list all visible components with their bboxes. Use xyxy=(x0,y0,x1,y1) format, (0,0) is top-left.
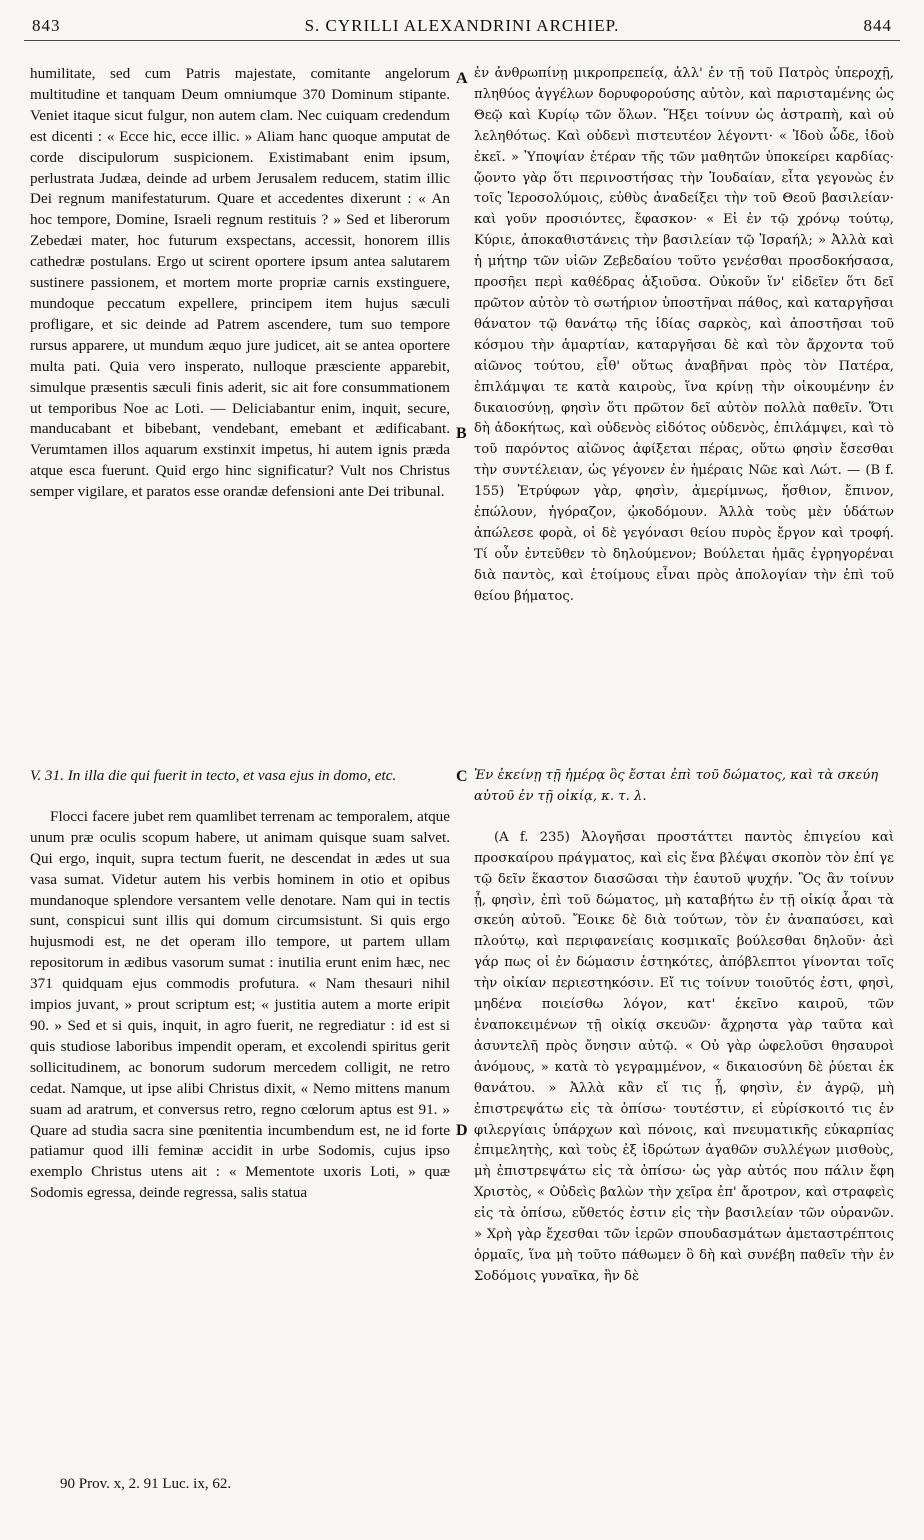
margin-letter-a: A xyxy=(456,70,468,87)
latin-verse-heading: V. 31. In illa die qui fuerit in tecto, et vasa ejus in domo, etc. xyxy=(30,767,397,784)
greek-verse-heading: Ἐν ἐκείνῃ τῇ ἡμέρᾳ ὃς ἔσται ἐπὶ τοῦ δώματος, καὶ τὰ σκεύη αὐτοῦ ἐν τῇ οἰκίᾳ, κ. τ. λ. xyxy=(474,768,879,804)
latin-column-bottom xyxy=(30,766,450,1204)
running-title: S. CYRILLI ALEXANDRINI ARCHIEP. xyxy=(304,16,620,35)
greek-column-top xyxy=(474,64,894,608)
footnotes: 90 Prov. x, 2. 91 Luc. ix, 62. xyxy=(60,1476,232,1492)
latin-paragraph-bottom: Flocci facere jubet rem quamlibet terrenam ac temporalem, atque unum præ oculis scopum habere, ut animam quisque suam salvet. Qui ergo, inquit, supra tectum fuerit, ne descendat in ædes ut sua vasa sumat. Videtur autem his verbis hominem in otio et opibus mundanoque splendore versantem velle denotare. Nam qui in tectis sunt, conspicui sunt illis qui domum circumsistunt. Si quis ergo hujusmodi est, ne det operam illo tempore, ut partem ullam repositorum in ædibus vasorum sumat : inutilia erunt enim hæc, nec 371 quidquam ejus commodis profutura. « Nam thesauri nihil impios juvant, » prout scriptum est; « justitia autem a morte eripit 90. » Sed et si quis, inquit, in agro fuerit, ne regrediatur : id est si quis studiose laboribus impendit operam, et excolendi spiritus gerit sollicitudinem, ac bonorum sudorum mercedem colligit, ne retro cedat. Namque, ut ipse alibi Christus dixit, « Nemo mittens manum suam ad aratrum, et conversus retro, regno cœlorum aptus est 91. » Quare ad studia sacra sine pœnitentia incumbendum est, ne id forte patiamur quod illi feminæ accidit in urbe Sodomis, cujus ipso exemplo Christus utens ait : « Mementote uxoris Loti, » quæ Sodomis egressa, deinde regressa, salis statua xyxy=(30,807,450,1202)
latin-paragraph-top: humilitate, sed cum Patris majestate, comitante angelorum multitudine et tanquam Deum omniumque 370 Dominum stipante. Veniet itaque sicut fulgur, non autem clam. Nec cuiquam credendum est dicenti : « Ecce hic, ecce illic. » Aliam hanc quoque amputat de corde discipulorum suspicionem. Existimabant enim ipsum, perlustrata Judæa, deinde ad urbem Jerusalem reducem, statim illic Dei regnum manifestaturum. Quare et accedentes dixerunt : « An hoc tempore, Domine, Israeli regnum restituis ? » Sed et liberorum Zebedæi mater, hoc futurum exspectans, accessit, honorem illis cathedræ postulans. Ergo ut scirent oportere ipsum antea salutarem sustinere passionem, et mortem morte propriæ carnis exstinguere, mundoque peccatum expellere, principem item hujus sæculi profligare, et sic deinde ad Patrem ascendere, tum suo tempore rursus apparere, ut mundum æquo jure judicet, ait se antea oportere multa pati. Quia vero insperato, nulloque præsciente apparebit, simulque præsentis sæculi finis aderit, sic ait fore consummationem ut temporibus Noe ac Loti. — Deliciabantur enim, inquit, secure, manducabant et bibebant, vendebant, emebant et ædificabant. Verumtamen illos aquarum exstinxit impetus, hi autem ignis præda atque esca fuerunt. Quid ergo hinc significatur? Vult nos Christus semper vigilare, et paratos esse orandæ defensioni ante Dei tribunal. xyxy=(30,65,450,501)
running-header xyxy=(24,10,900,41)
greek-column-bottom xyxy=(474,766,894,1288)
greek-paragraph-top: ἐν ἀνθρωπίνῃ μικροπρεπείᾳ, ἀλλ' ἐν τῇ τοῦ Πατρὸς ὑπεροχῇ, πληθύος ἀγγέλων δορυφορούσης αὐτὸν, καὶ παρισταμένης ὡς Θεῷ καὶ Κυρίῳ τῶν ὅλων. Ἥξει τοίνυν ὡς ἀστραπὴ, καὶ οὐ λεληθότως. Καὶ οὐδενὶ πιστευτέον λέγοντι· « Ἰδοὺ ὧδε, ἰδοὺ ἐκεῖ. » Ὑποψίαν ἑτέραν τῆς τῶν μαθητῶν ὑποκείρει καρδίας· ᾤοντο γὰρ ὅτι περινοστήσας τὴν Ἰουδαίαν, εἶτα γεγονὼς ἐν τοῖς Ἱεροσολύμοις, εὐθὺς ἀναδείξει τὴν τοῦ Θεοῦ βασιλείαν· καὶ γοῦν προσιόντες, ἔφασκον· « Εἰ ἐν τῷ χρόνῳ τούτῳ, Κύριε, ἀποκαθιστάνεις τὴν βασιλείαν τῷ Ἰσραήλ; » Ἀλλὰ καὶ ἡ μήτηρ τῶν υἱῶν Ζεβεδαίου τοῦτο γενέσθαι προσδοκήσασα, προσῆει περὶ καθέδρας ἀξιοῦσα. Οὐκοῦν ἵν' εἰδεῖεν ὅτι δεῖ πρῶτον αὐτὸν τὸ σωτήριον ὑποστῆναι πάθος, καὶ καταργῆσαι θάνατον τῷ θανάτῳ τῆς ἰδίας σαρκὸς, καὶ ἀποστῆσαι τοῦ κόσμου τὴν ἁμαρτίαν, καταργῆσαι δὲ καὶ τὸν ἄρχοντα τοῦ αἰῶνος τούτου, εἶθ' οὕτως ἀναβῆναι πρὸς τὸν Πατέρα, ἐπιλάμψαι τε κατὰ καιροὺς, ἵνα κρίνῃ τὴν οἰκουμένην ἐν δικαιοσύνῃ, φησὶν ὅτι πρῶτον δεῖ αὐτὸν πολλὰ παθεῖν. Ὅτι δὴ ἀδοκήτως, καὶ οὐδενὸς εἰδότος οὐδενὸς, ἐπιλάμψει, καὶ τὸ τοῦ παρόντος αἰῶνος ἀφίξεται πέρας, οὕτω φησὶν ἔσεσθαι τὴν συντέλειαν, ὡς γέγονεν ἐν ἡμέραις Νῶε καὶ Λώτ. — (B f. 155) Ἐτρύφων γὰρ, φησὶν, ἀμερίμνως, ἤσθιον, ἔπινον, ἐπώλουν, ἠγόραζον, ᾠκοδόμουν. Ἀλλὰ τοὺς μὲν ὑδάτων ἀπώλεσε φορὰ, οἱ δὲ γεγόνασι θείου πυρὸς ἔργον καὶ τροφή. Τί οὖν ἐντεῦθεν τὸ δηλούμενον; Βούλεται ἡμᾶς ἐγρηγορέναι διὰ παντὸς, καὶ ἑτοίμους εἶναι πρὸς ἀπολογίαν τὴν ἐπὶ τοῦ θείου βήματος. xyxy=(474,66,894,604)
page-number-left: 843 xyxy=(32,16,61,35)
latin-column-top xyxy=(30,64,450,503)
margin-letter-d: D xyxy=(456,1122,468,1139)
margin-letter-b: B xyxy=(456,425,467,442)
greek-paragraph-bottom: (A f. 235) Ἀλογῆσαι προστάττει παντὸς ἐπιγείου καὶ προσκαίρου πράγματος, καὶ εἰς ἕνα βλέψαι σκοπὸν τὸν ἐπί γε τῷ δεῖν ἕκαστον διασῶσαι τὴν ἑαυτοῦ ψυχήν. Ὃς ἂν τοίνυν ᾖ, φησὶν, ἐπὶ τοῦ δώματος, μὴ καταβήτω ἐν τῇ οἰκίᾳ ἆραι τὰ σκεύη αὐτοῦ. Ἔοικε δὲ διὰ τούτων, τὸν ἐν ἀναπαύσει, καὶ πλούτῳ, καὶ περιφανείαις κοσμικαῖς βούλεσθαι δηλοῦν· ἀεὶ γάρ πως οἱ ἐν δώμασιν ἑστηκότες, ἀπόβλεπτοι γίνονται τοῖς τὴν οἰκίαν περιεστηκόσιν. Εἴ τις τοίνυν τοιοῦτός ἐστι, φησὶ, μηδένα ποιείσθω λόγον, κατ' ἐκεῖνο καιροῦ, τῶν ἐναποκειμένων τῇ οἰκίᾳ σκευῶν· ἄχρηστα γὰρ ταῦτα καὶ ἀσυντελῆ πρὸς ὄνησιν αὐτῷ. « Οὐ γὰρ ὠφελοῦσι θησαυροὶ ἀνόμους, » κατὰ τὸ γεγραμμένον, « δικαιοσύνη δὲ ῥύεται ἐκ θανάτου. » Ἀλλὰ κἂν εἴ τις ᾖ, φησὶν, ἐν ἀγρῷ, μὴ ἐπιστρεψάτω εἰς τὰ ὀπίσω· τουτέστιν, εἰ εὑρίσκοιτό τις ἐν φιλεργίαις ὑπάρχων καὶ πόνοις, καὶ πνευματικῆς εὐκαρπίας ἐπιμελητὴς, καὶ τοὺς ἐξ ἱδρώτων ἀγαθῶν συλλέγων μισθοὺς, μὴ ἐπιστρεψάτω εἰς τὰ ὀπίσω· ὡς γὰρ αὐτός που πάλιν ἔφη Χριστὸς, « Οὐδεὶς βαλὼν τὴν χεῖρα ἐπ' ἄροτρον, καὶ στραφεὶς εἰς τὰ ὀπίσω, εὔθετός ἐστιν εἰς τὴν βασιλείαν τῶν οὐρανῶν. » Χρὴ γὰρ ἔχεσθαι τῶν ἱερῶν σπουδασμάτων ἀμεταστρέπτοις ὁρμαῖς, ἵνα μὴ τοῦτο πάθωμεν ὃ δὴ καὶ συνέβη παθεῖν τὴν ἐν Σοδόμοις γυναῖκα, ἣν δὲ xyxy=(474,829,894,1284)
page-number-right: 844 xyxy=(863,16,892,35)
margin-letter-c: C xyxy=(456,768,468,785)
